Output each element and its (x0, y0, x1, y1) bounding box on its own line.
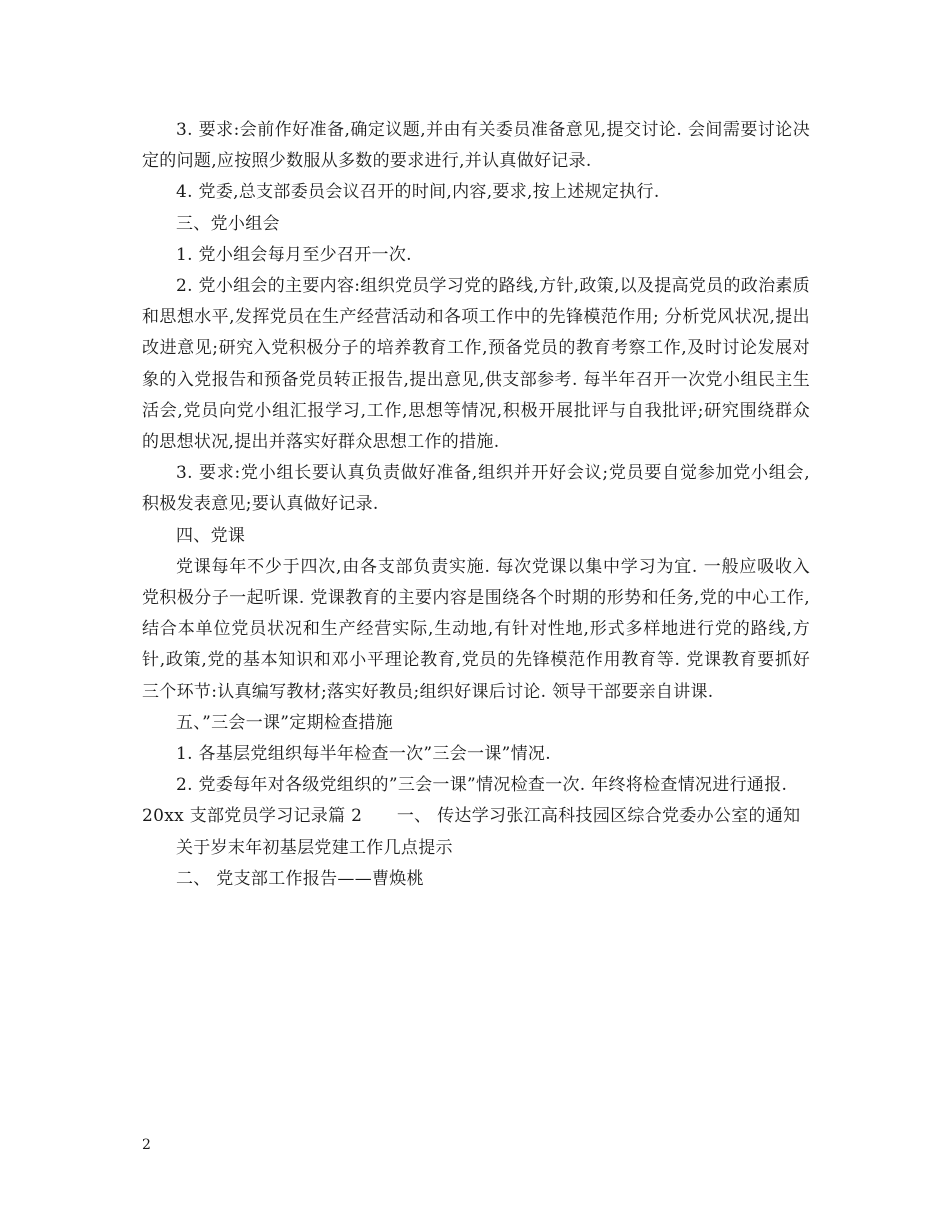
paragraph-tips: 关于岁末年初基层党建工作几点提示 (176, 837, 453, 858)
paragraph-group-3: 3. 要求:党小组长要认真负责做好准备,组织并开好会议;党员要自觉参加党小组会,积极发表意见;要认真做好记录. (142, 463, 810, 515)
paragraph-inspection-2: 2. 党委每年对各级党组织的”三会一课”情况检查一次. 年终将检查情况进行通报. (176, 775, 788, 796)
paragraph-requirement-3: 3. 要求:会前作好准备,确定议题,并由有关委员准备意见,提交讨论. 会间需要讨论决定的问题,应按照少数服从多数的要求进行,并认真做好记录. (142, 120, 810, 172)
paragraph-record-title: 20xx 支部党员学习记录篇 2 一、 传达学习张江高科技园区综合党委办公室的通知 (142, 806, 801, 827)
document-body (142, 115, 810, 895)
section-heading-party-lecture: 四、党课 (176, 525, 246, 546)
paragraph-report: 二、 党支部工作报告——曹焕桃 (176, 868, 424, 889)
paragraph-group-2: 2. 党小组会的主要内容:组织党员学习党的路线,方针,政策,以及提高党员的政治素质和思想水平,发挥党员在生产经营活动和各项工作中的先锋模范作用; 分析党风状况,提出改进意见;研究入党积极分子的培养教育工作,预备党员的教育考察工作,及时讨论发展对象的入党报告和预备党员转正报告,提出意见,供支部参考. 每半年召开一次党小组民主生活会,党员向党小组汇报学习,工作,思想等情况,积极开展批评与自我批评;研究围绕群众的思想状况,提出并落实好群众思想工作的措施. (142, 276, 810, 453)
page-number: 2 (142, 1137, 151, 1153)
paragraph-party-lecture: 党课每年不少于四次,由各支部负责实施. 每次党课以集中学习为宜. 一般应吸收入党积极分子一起听课. 党课教育的主要内容是围绕各个时期的形势和任务,党的中心工作,结合本单位党员状况和生产经营实际,生动地,有针对性地,形式多样地进行党的路线,方针,政策,党的基本知识和邓小平理论教育,党员的先锋模范作用教育等. 党课教育要抓好三个环节:认真编写教材;落实好教员;组织好课后讨论. 领导干部要亲自讲课. (142, 556, 810, 702)
section-heading-group-meeting: 三、党小组会 (176, 213, 280, 234)
section-heading-inspection: 五、”三会一课”定期检查措施 (176, 712, 394, 733)
paragraph-group-1: 1. 党小组会每月至少召开一次. (176, 244, 412, 265)
paragraph-inspection-1: 1. 各基层党组织每半年检查一次”三会一课”情况. (176, 744, 551, 765)
paragraph-committee-4: 4. 党委,总支部委员会议召开的时间,内容,要求,按上述规定执行. (176, 182, 660, 203)
